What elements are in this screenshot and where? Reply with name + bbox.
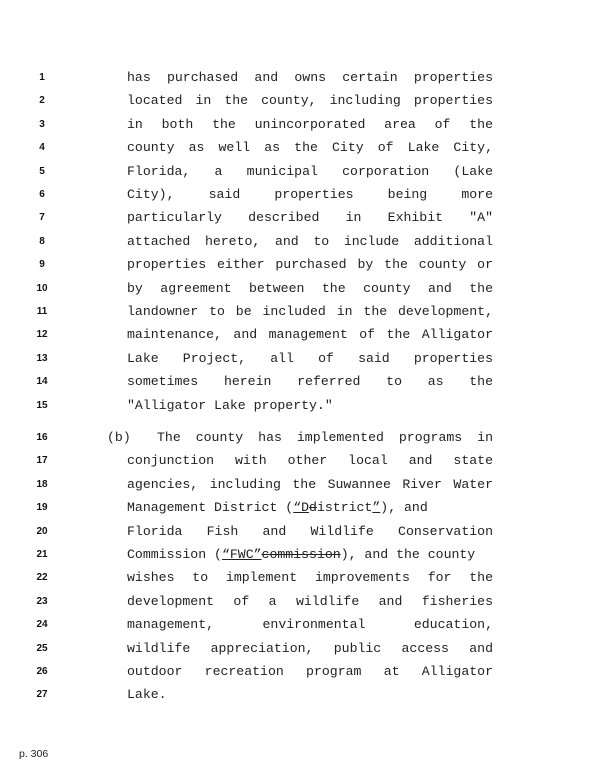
line-text xyxy=(127,543,493,566)
line-number: 24 xyxy=(36,619,48,631)
line-11 xyxy=(0,300,600,323)
line-text: City), said properties being more xyxy=(127,187,493,202)
text-segment: istrict xyxy=(316,500,373,516)
line-text: attached hereto, and to include additional xyxy=(127,233,493,249)
paragraph-label: (b) xyxy=(107,430,131,445)
line-18 xyxy=(0,473,600,496)
line-number: 14 xyxy=(36,376,48,388)
line-text: Florida Fish and Wildlife Conservation xyxy=(127,523,493,539)
line-4 xyxy=(0,136,600,159)
line-number: 7 xyxy=(39,212,45,224)
line-text: "Alligator Lake property." xyxy=(127,397,333,413)
line-9 xyxy=(0,253,600,276)
line-text-body: The county has implemented programs in xyxy=(157,430,493,445)
line-3 xyxy=(0,113,600,136)
line-text: management, environmental education, xyxy=(127,617,493,633)
line-16 xyxy=(0,426,600,449)
line-number: 13 xyxy=(36,352,48,364)
line-text xyxy=(127,496,493,519)
line-2 xyxy=(0,89,600,112)
line-1 xyxy=(0,66,600,89)
line-text: Lake Project, all of said properties xyxy=(127,350,493,366)
line-27 xyxy=(0,683,600,706)
line-number: 3 xyxy=(39,118,45,130)
line-14 xyxy=(0,370,600,393)
line-text: conjunction with other local and state xyxy=(127,453,493,469)
line-number: 10 xyxy=(36,282,48,294)
line-text: agencies, including the Suwannee River Water xyxy=(127,476,493,492)
line-24 xyxy=(0,613,600,636)
line-6 xyxy=(0,183,600,206)
line-text: landowner to be included in the development, xyxy=(127,304,493,319)
line-number: 5 xyxy=(39,165,45,177)
line-text: county as well as the City of Lake City, xyxy=(127,140,493,156)
line-number: 23 xyxy=(36,595,48,607)
line-25 xyxy=(0,637,600,660)
line-number: 20 xyxy=(36,525,48,537)
line-10 xyxy=(0,277,600,300)
line-8 xyxy=(0,230,600,253)
line-22 xyxy=(0,566,600,589)
line-number: 12 xyxy=(36,329,48,341)
line-21 xyxy=(0,543,600,566)
line-number: 6 xyxy=(39,189,45,200)
line-text: outdoor recreation program at Alligator xyxy=(127,664,493,679)
line-text: Florida, a municipal corporation (Lake xyxy=(127,163,493,179)
deleted-text: commission xyxy=(261,547,341,562)
line-text: sometimes herein referred to as the xyxy=(127,374,493,390)
line-23 xyxy=(0,590,600,613)
line-number: 2 xyxy=(39,95,45,107)
line-number: 25 xyxy=(36,642,48,654)
line-number: 27 xyxy=(36,689,48,701)
line-number: 16 xyxy=(36,432,48,443)
line-text: maintenance, and management of the Alligator xyxy=(127,327,493,343)
line-17 xyxy=(0,449,600,472)
line-number: 1 xyxy=(39,72,45,83)
text-segment: ), and the county xyxy=(340,547,476,562)
line-number: 8 xyxy=(39,235,45,247)
line-number: 26 xyxy=(36,666,48,677)
line-text: in both the unincorporated area of the xyxy=(127,116,493,132)
line-26 xyxy=(0,660,600,683)
inserted-text: “FWC” xyxy=(221,547,262,562)
line-text: properties either purchased by the county or xyxy=(127,257,493,273)
text-segment: ), and xyxy=(380,500,428,516)
line-number: 11 xyxy=(36,306,48,317)
line-number: 19 xyxy=(36,502,48,514)
text-segment: Commission ( xyxy=(127,547,222,562)
line-number: 17 xyxy=(36,455,48,467)
line-text: wishes to implement improvements for the xyxy=(127,570,493,586)
line-number: 9 xyxy=(39,259,45,271)
line-5 xyxy=(0,160,600,183)
line-12 xyxy=(0,323,600,346)
inserted-text: “D xyxy=(293,500,310,516)
line-number: 15 xyxy=(36,399,48,411)
line-text: wildlife appreciation, public access and xyxy=(127,640,493,656)
line-15 xyxy=(0,394,600,417)
line-13 xyxy=(0,347,600,370)
line-text: has purchased and owns certain properties xyxy=(127,70,493,85)
text-segment: Management District ( xyxy=(127,500,294,516)
inserted-text: ” xyxy=(372,500,381,516)
line-text: by agreement between the county and the xyxy=(127,280,493,296)
line-text: development of a wildlife and fisheries xyxy=(127,593,493,609)
line-text xyxy=(107,426,493,449)
line-text: Lake. xyxy=(127,687,167,703)
line-text: located in the county, including properties xyxy=(127,93,493,109)
line-20 xyxy=(0,520,600,543)
page-number-label: p. 306 xyxy=(19,748,49,760)
line-text: particularly described in Exhibit "A" xyxy=(127,210,493,226)
line-19 xyxy=(0,496,600,519)
line-number: 18 xyxy=(36,478,48,490)
line-7 xyxy=(0,206,600,229)
line-number: 21 xyxy=(36,549,48,560)
line-number: 22 xyxy=(36,572,48,584)
deleted-text: d xyxy=(309,500,317,516)
line-number: 4 xyxy=(39,142,45,154)
